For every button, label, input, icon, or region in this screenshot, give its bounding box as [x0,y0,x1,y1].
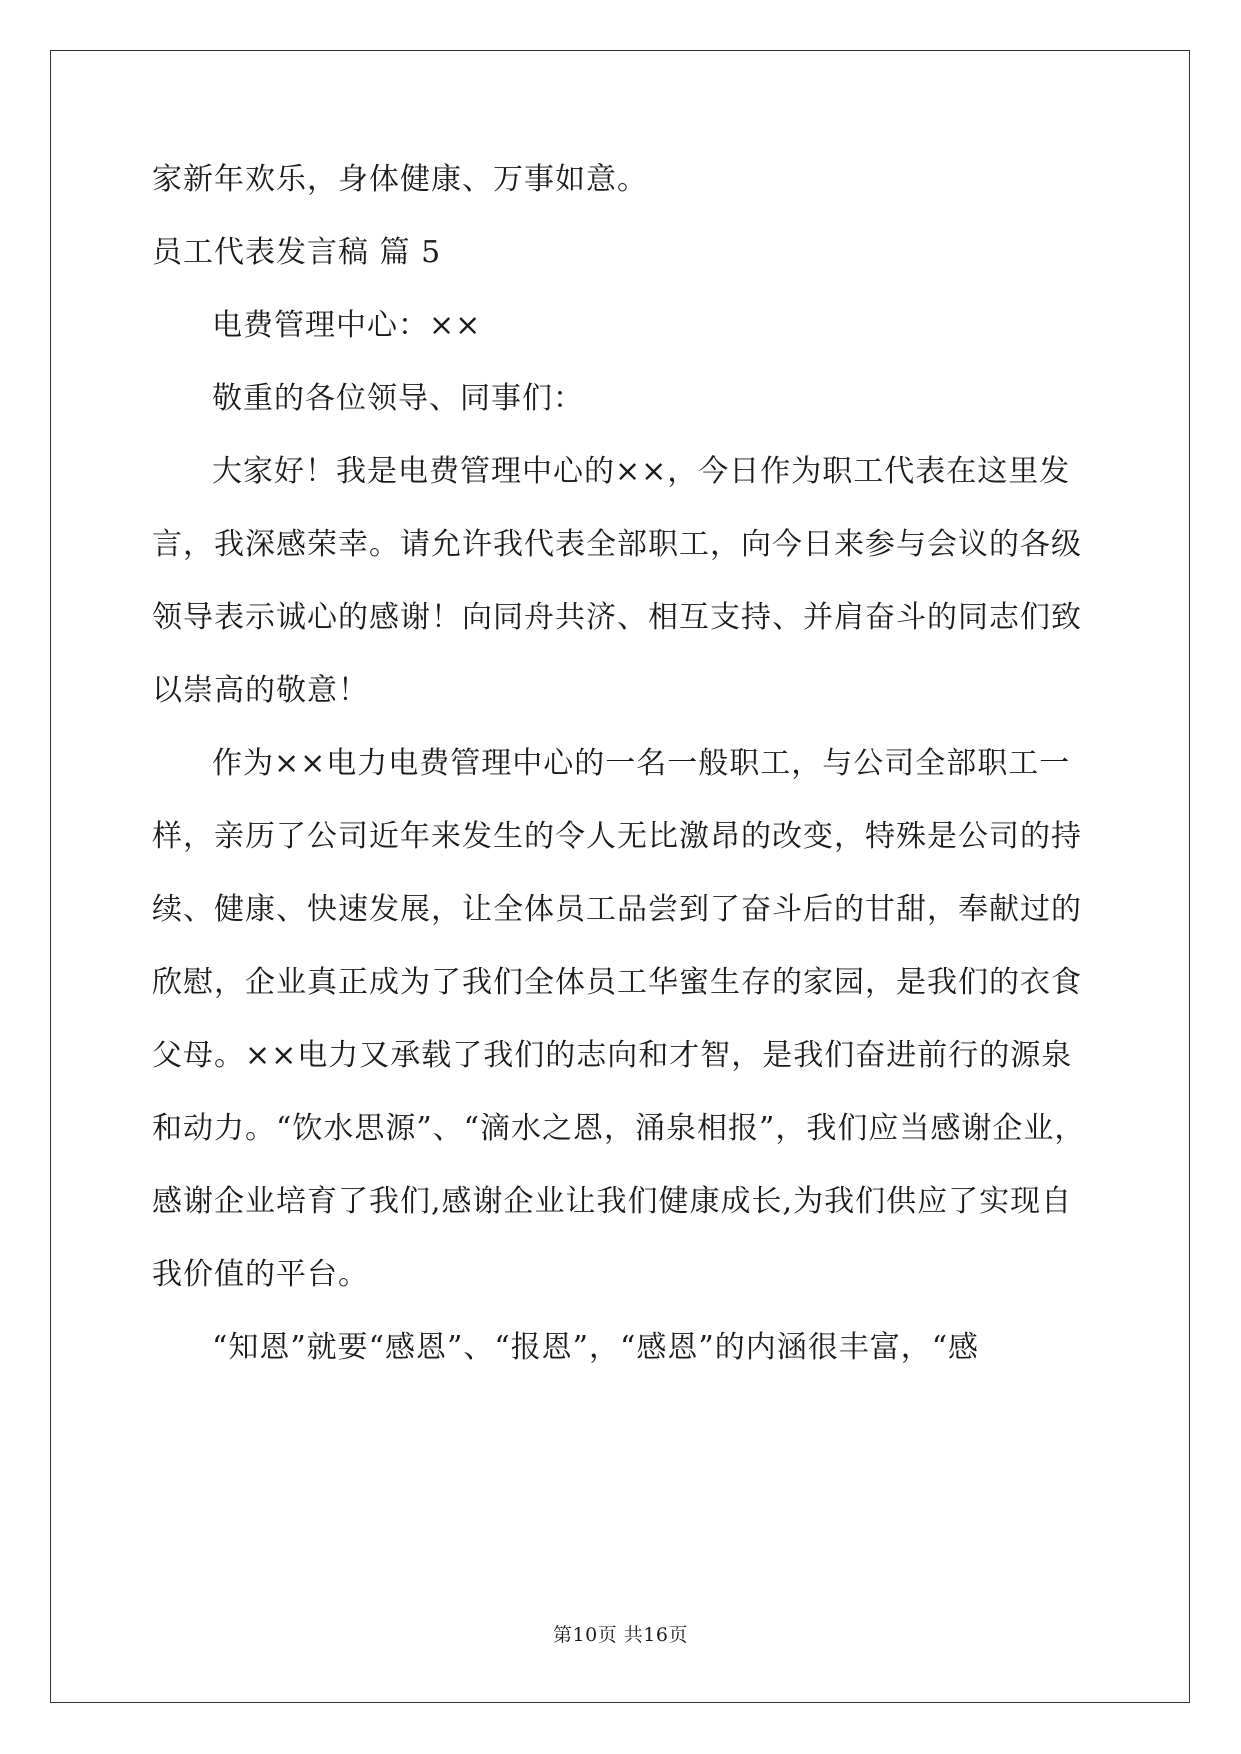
body-line: 领导表示诚心的感谢！向同舟共济、相互支持、并肩奋斗的同志们致 [152,600,1082,635]
body-line: “知恩”就要“感恩”、“报恩”，“感恩”的内涵很丰富，“感 [212,1330,980,1365]
body-line: 感谢企业培育了我们,感谢企业让我们健康成长,为我们供应了实现自 [152,1184,1073,1219]
body-line: 续、健康、快速发展，让全体员工品尝到了奋斗后的甘甜，奉献过的 [152,892,1082,927]
body-line: 父母。××电力又承载了我们的志向和才智，是我们奋进前行的源泉 [152,1038,1073,1073]
body-line: 样，亲历了公司近年来发生的令人无比激昂的改变，特殊是公司的持 [152,819,1082,854]
body-line: 以崇高的敬意！ [152,673,369,708]
speaker-line: 电费管理中心：×× [212,308,482,343]
salutation: 敬重的各位领导、同事们： [212,381,584,416]
body-line: 家新年欢乐，身体健康、万事如意。 [152,162,648,197]
body-line: 言，我深感荣幸。请允许我代表全部职工，向今日来参与会议的各级 [152,527,1082,562]
body-line: 和动力。“饮水思源”、“滴水之恩，涌泉相报”，我们应当感谢企业， [152,1111,1086,1146]
page-border [50,50,1190,1703]
body-line: 作为××电力电费管理中心的一名一般职工，与公司全部职工一 [212,746,1071,781]
body-line: 大家好！我是电费管理中心的××，今日作为职工代表在这里发 [212,454,1071,489]
section-heading: 员工代表发言稿 篇 5 [152,235,442,270]
body-line: 欣慰，企业真正成为了我们全体员工华蜜生存的家园，是我们的衣食 [152,965,1082,1000]
page-number-footer: 第10页 共16页 [553,1624,688,1646]
body-line: 我价值的平台。 [152,1257,369,1292]
